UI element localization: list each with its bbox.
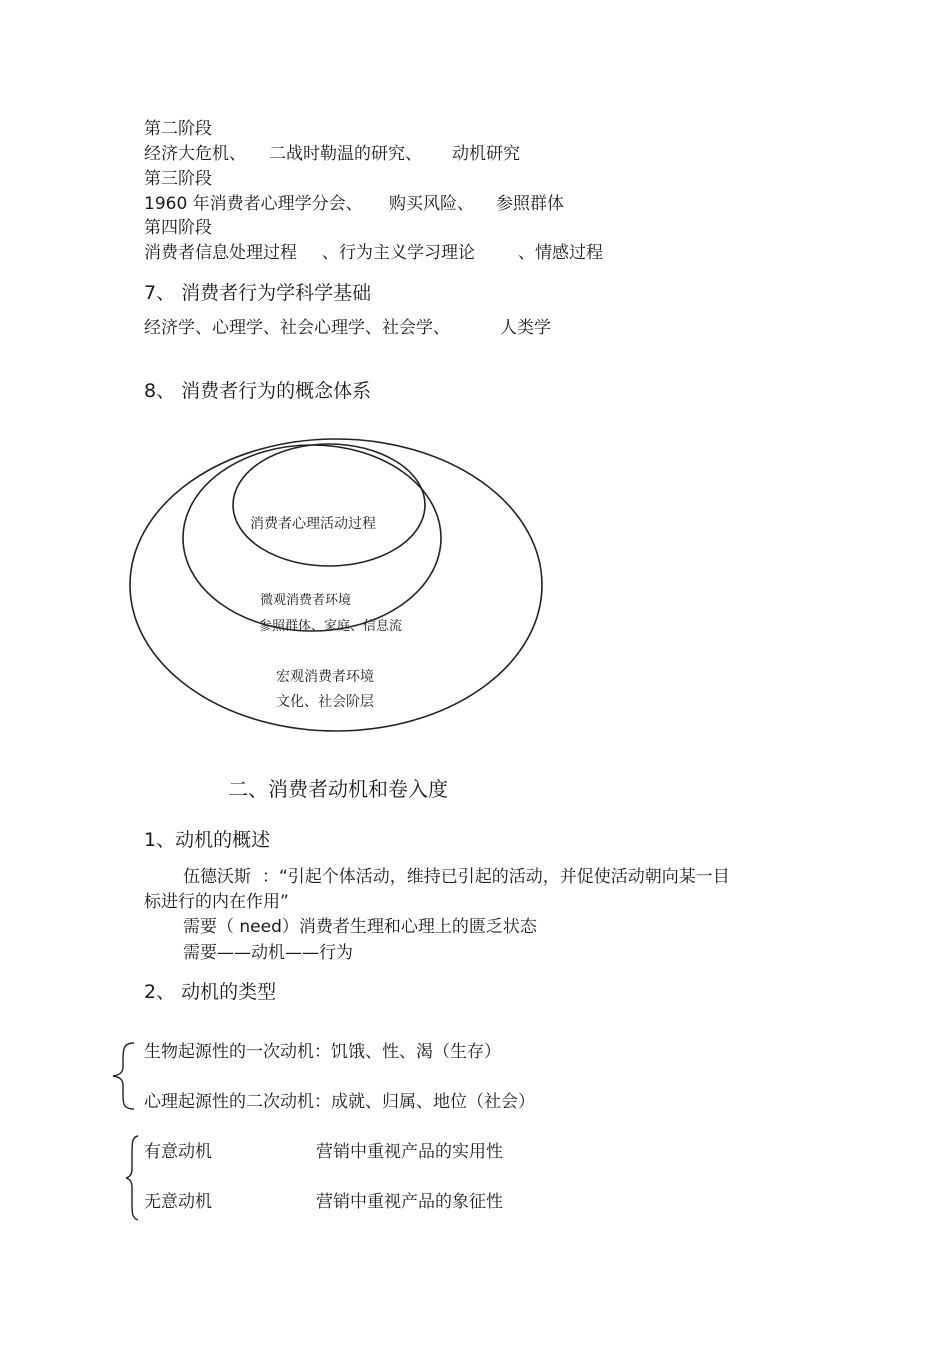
stage4-item: 、行为主义学习理论 bbox=[322, 243, 475, 263]
stage4-title: 第四阶段 bbox=[144, 218, 212, 238]
overview-heading: 1、动机的概述 bbox=[144, 829, 271, 851]
stage2-title: 第二阶段 bbox=[144, 119, 212, 139]
diagram-micro-items: 参照群体、家庭、信息流 bbox=[259, 619, 403, 634]
origin-motive-secondary: 心理起源性的二次动机：成就、归属、地位（社会） bbox=[144, 1092, 535, 1112]
stage3-item: 1960 年消费者心理学分会、 bbox=[144, 194, 363, 214]
stage3-title: 第三阶段 bbox=[144, 169, 212, 189]
quote-author: 伍德沃斯 bbox=[183, 867, 251, 887]
marketing-focus: 营销中重视产品的实用性 bbox=[316, 1142, 503, 1162]
origin-motive-primary: 生物起源性的一次动机：饥饿、性、渴（生存） bbox=[144, 1042, 501, 1062]
types-heading: 2、 动机的类型 bbox=[144, 981, 277, 1003]
section7-item: 经济学、心理学、社会心理学、社会学、 bbox=[144, 318, 450, 338]
need-definition: 需要（ need）消费者生理和心理上的匮乏状态 bbox=[183, 917, 537, 937]
brace-icon bbox=[122, 1133, 142, 1223]
stage2-item: 动机研究 bbox=[452, 144, 520, 164]
diagram-macro-items: 文化、社会阶层 bbox=[276, 694, 374, 710]
need-motive-behavior-chain: 需要——动机——行为 bbox=[183, 943, 353, 963]
section8-heading: 8、 消费者行为的概念体系 bbox=[144, 380, 372, 402]
marketing-focus: 营销中重视产品的象征性 bbox=[316, 1192, 503, 1212]
stage2-item: 二战时勒温的研究、 bbox=[269, 144, 422, 164]
quote-line-2: 标进行的内在作用” bbox=[144, 892, 289, 912]
macro-environment-ellipse bbox=[130, 439, 542, 731]
diagram-micro-title: 微观消费者环境 bbox=[260, 593, 352, 608]
brace-icon bbox=[108, 1040, 138, 1112]
section7-item: 人类学 bbox=[500, 318, 551, 338]
diagram-inner-label: 消费者心理活动过程 bbox=[250, 516, 376, 532]
stage3-item: 参照群体 bbox=[496, 194, 564, 214]
diagram-macro-title: 宏观消费者环境 bbox=[276, 669, 374, 685]
motive-type: 无意动机 bbox=[144, 1192, 212, 1212]
section7-heading: 7、 消费者行为学科学基础 bbox=[144, 282, 372, 304]
chapter-title: 二、消费者动机和卷入度 bbox=[228, 777, 448, 801]
stage4-item: 消费者信息处理过程 bbox=[144, 243, 297, 263]
motive-type: 有意动机 bbox=[144, 1142, 212, 1162]
stage2-item: 经济大危机、 bbox=[144, 144, 246, 164]
stage3-item: 购买风险、 bbox=[389, 194, 474, 214]
quote-text: ：“引起个体活动，维持已引起的活动，并促使活动朝向某一目 bbox=[262, 867, 730, 887]
psychology-process-ellipse bbox=[233, 444, 425, 566]
stage4-item: 、情感过程 bbox=[518, 243, 603, 263]
